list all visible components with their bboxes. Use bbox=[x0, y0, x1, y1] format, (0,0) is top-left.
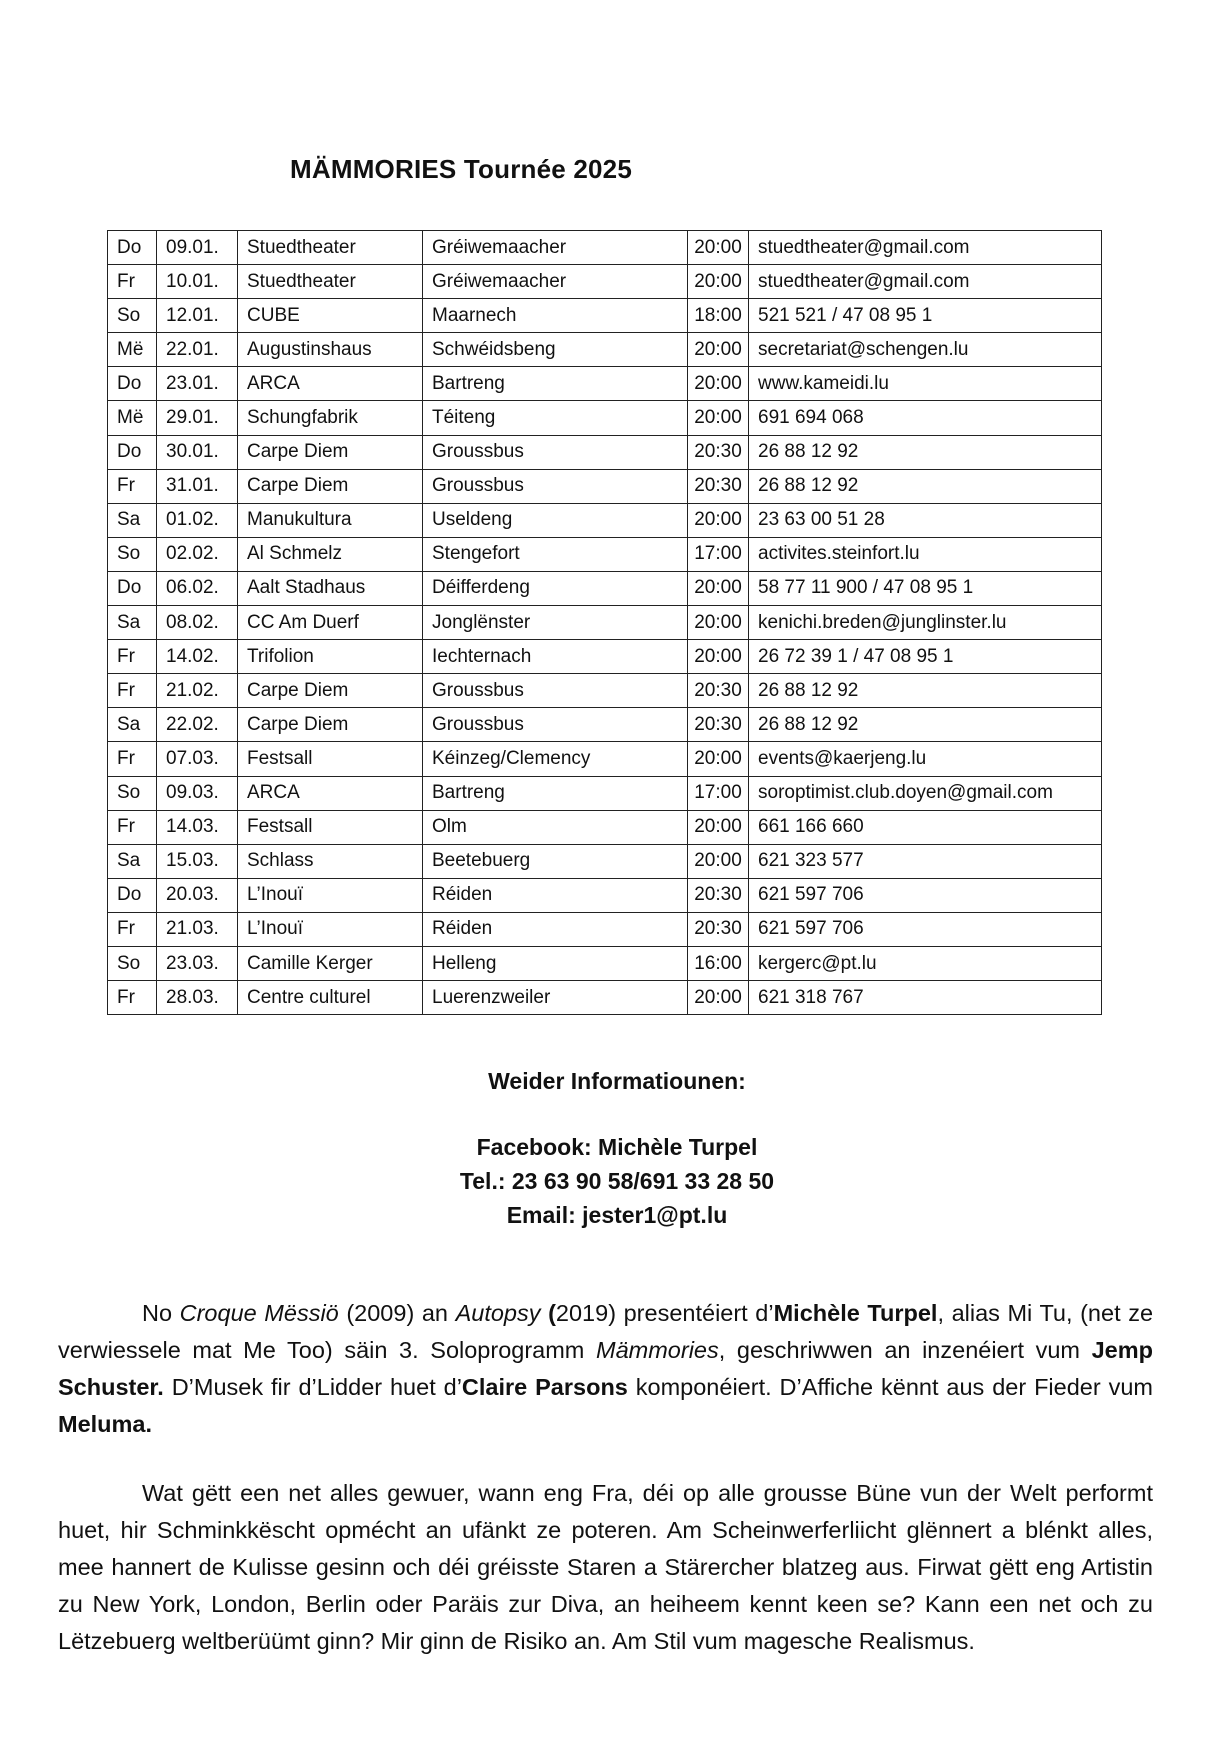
show-venue: ARCA bbox=[238, 367, 423, 401]
show-time: 20:30 bbox=[688, 674, 749, 708]
show-time: 20:00 bbox=[688, 844, 749, 878]
show-contact: 621 318 767 bbox=[749, 981, 1102, 1015]
show-date: 06.02. bbox=[157, 571, 238, 605]
show-time: 20:30 bbox=[688, 878, 749, 912]
table-row bbox=[108, 810, 1102, 844]
show-contact: 26 88 12 92 bbox=[749, 469, 1102, 503]
show-day: Do bbox=[108, 231, 157, 265]
show-day: So bbox=[108, 946, 157, 980]
show-town: Beetebuerg bbox=[423, 844, 688, 878]
show-date: 22.01. bbox=[157, 333, 238, 367]
show-time: 20:00 bbox=[688, 333, 749, 367]
show-day: Sa bbox=[108, 606, 157, 640]
show-contact: activites.steinfort.lu bbox=[749, 537, 1102, 571]
title-mammories: Mämmories bbox=[596, 1337, 719, 1363]
table-row bbox=[108, 708, 1102, 742]
show-day: Më bbox=[108, 333, 157, 367]
table-row bbox=[108, 878, 1102, 912]
show-venue: ARCA bbox=[238, 776, 423, 810]
show-time: 20:00 bbox=[688, 571, 749, 605]
show-date: 08.02. bbox=[157, 606, 238, 640]
show-date: 15.03. bbox=[157, 844, 238, 878]
show-contact: 58 77 11 900 / 47 08 95 1 bbox=[749, 571, 1102, 605]
show-town: Groussbus bbox=[423, 708, 688, 742]
show-venue: Festsall bbox=[238, 742, 423, 776]
name-michele-turpel: Michèle Turpel bbox=[773, 1300, 938, 1326]
show-date: 10.01. bbox=[157, 265, 238, 299]
tour-dates-table bbox=[107, 230, 1102, 1015]
show-time: 17:00 bbox=[688, 537, 749, 571]
table-row bbox=[108, 231, 1102, 265]
show-day: Sa bbox=[108, 844, 157, 878]
show-time: 20:00 bbox=[688, 981, 749, 1015]
show-venue: Trifolion bbox=[238, 640, 423, 674]
info-phone: Tel.: 23 63 90 58/691 33 28 50 bbox=[459, 1168, 775, 1194]
show-day: Sa bbox=[108, 708, 157, 742]
show-town: Groussbus bbox=[423, 674, 688, 708]
table-row bbox=[108, 367, 1102, 401]
show-town: Déifferdeng bbox=[423, 571, 688, 605]
table-row bbox=[108, 742, 1102, 776]
info-heading: Weider Informatiounen: bbox=[488, 1068, 746, 1094]
show-venue: Carpe Diem bbox=[238, 469, 423, 503]
show-date: 12.01. bbox=[157, 299, 238, 333]
show-date: 14.03. bbox=[157, 810, 238, 844]
show-day: So bbox=[108, 537, 157, 571]
table-row bbox=[108, 537, 1102, 571]
table-row bbox=[108, 571, 1102, 605]
table-row bbox=[108, 946, 1102, 980]
show-venue: L’Inouï bbox=[238, 878, 423, 912]
show-time: 20:30 bbox=[688, 912, 749, 946]
show-contact: kergerc@pt.lu bbox=[749, 946, 1102, 980]
show-date: 01.02. bbox=[157, 503, 238, 537]
show-day: Do bbox=[108, 571, 157, 605]
table-row bbox=[108, 435, 1102, 469]
show-venue: L’Inouï bbox=[238, 912, 423, 946]
show-contact: kenichi.breden@junglinster.lu bbox=[749, 606, 1102, 640]
show-contact: www.kameidi.lu bbox=[749, 367, 1102, 401]
show-town: Kéinzeg/Clemency bbox=[423, 742, 688, 776]
show-venue: Augustinshaus bbox=[238, 333, 423, 367]
show-town: Maarnech bbox=[423, 299, 688, 333]
show-day: Fr bbox=[108, 265, 157, 299]
show-town: Olm bbox=[423, 810, 688, 844]
show-date: 14.02. bbox=[157, 640, 238, 674]
show-contact: stuedtheater@gmail.com bbox=[749, 265, 1102, 299]
show-date: 28.03. bbox=[157, 981, 238, 1015]
show-time: 20:00 bbox=[688, 503, 749, 537]
show-venue: Carpe Diem bbox=[238, 708, 423, 742]
show-venue: Stuedtheater bbox=[238, 231, 423, 265]
show-contact: 26 88 12 92 bbox=[749, 435, 1102, 469]
story-paragraph: Wat gëtt een net alles gewuer, wann eng Fra, déi op alle grousse Büne vun der Welt performt huet, hir Schminkkëscht opmécht an ufänkt ze poteren. Am Scheinwerferliicht glënnert a blénkt alles, mee hannert de Kulisse gesinn och déi gréisste Staren a Stärercher blatzeg aus. Firwat gëtt eng Artistin zu New York, London, Berlin oder Paräis zur Diva, an heiheem kennt keen se? Kann een net och zu Lëtzebuerg weltberüümt ginn? Mir ginn de Risiko an. Am Stil vum magesche Realismus. bbox=[58, 1480, 1153, 1654]
show-time: 20:00 bbox=[688, 401, 749, 435]
name-claire-parsons: Claire Parsons bbox=[461, 1374, 628, 1400]
show-town: Téiteng bbox=[423, 401, 688, 435]
table-row bbox=[108, 640, 1102, 674]
show-contact: 23 63 00 51 28 bbox=[749, 503, 1102, 537]
show-time: 20:00 bbox=[688, 231, 749, 265]
show-town: Gréiwemaacher bbox=[423, 265, 688, 299]
title-autopsy: Autopsy bbox=[455, 1300, 541, 1326]
show-contact: soroptimist.club.doyen@gmail.com bbox=[749, 776, 1102, 810]
table-row bbox=[108, 401, 1102, 435]
show-contact: 26 72 39 1 / 47 08 95 1 bbox=[749, 640, 1102, 674]
name-meluma: Meluma. bbox=[58, 1411, 153, 1437]
show-town: Groussbus bbox=[423, 469, 688, 503]
show-town: Useldeng bbox=[423, 503, 688, 537]
show-date: 21.02. bbox=[157, 674, 238, 708]
show-day: Fr bbox=[108, 912, 157, 946]
show-town: Helleng bbox=[423, 946, 688, 980]
table-row bbox=[108, 503, 1102, 537]
show-venue: Manukultura bbox=[238, 503, 423, 537]
show-venue: Aalt Stadhaus bbox=[238, 571, 423, 605]
show-venue: Schungfabrik bbox=[238, 401, 423, 435]
show-date: 09.01. bbox=[157, 231, 238, 265]
show-contact: 26 88 12 92 bbox=[749, 674, 1102, 708]
show-contact: 661 166 660 bbox=[749, 810, 1102, 844]
show-date: 07.03. bbox=[157, 742, 238, 776]
show-contact: 621 597 706 bbox=[749, 878, 1102, 912]
title-croque-messio: Croque Mëssiö bbox=[179, 1300, 339, 1326]
show-time: 17:00 bbox=[688, 776, 749, 810]
show-contact: 621 597 706 bbox=[749, 912, 1102, 946]
show-time: 20:30 bbox=[688, 435, 749, 469]
table-row bbox=[108, 265, 1102, 299]
show-time: 18:00 bbox=[688, 299, 749, 333]
show-time: 20:30 bbox=[688, 708, 749, 742]
show-day: Fr bbox=[108, 742, 157, 776]
show-town: Bartreng bbox=[423, 367, 688, 401]
show-date: 21.03. bbox=[157, 912, 238, 946]
show-day: So bbox=[108, 299, 157, 333]
intro-paragraph: No Croque Mëssiö (2009) an Autopsy (2019) presentéiert d’Michèle Turpel, alias Mi Tu, (net ze verwiessele mat Me Too) säin 3. Soloprogramm Mämmories, geschriwwen an inzenéiert vum Jemp Schuster. D’Musek fir d’Lidder huet d’Claire Parsons komponéiert. D’Affiche kënnt aus der Fieder vum Meluma. bbox=[58, 1300, 1154, 1437]
show-venue: Carpe Diem bbox=[238, 435, 423, 469]
show-date: 23.01. bbox=[157, 367, 238, 401]
show-venue: Festsall bbox=[238, 810, 423, 844]
show-time: 20:00 bbox=[688, 367, 749, 401]
show-venue: Camille Kerger bbox=[238, 946, 423, 980]
show-time: 20:00 bbox=[688, 742, 749, 776]
show-time: 16:00 bbox=[688, 946, 749, 980]
show-day: Më bbox=[108, 401, 157, 435]
show-town: Bartreng bbox=[423, 776, 688, 810]
table-row bbox=[108, 333, 1102, 367]
show-contact: 521 521 / 47 08 95 1 bbox=[749, 299, 1102, 333]
show-date: 23.03. bbox=[157, 946, 238, 980]
show-town: Schwéidsbeng bbox=[423, 333, 688, 367]
show-day: Do bbox=[108, 367, 157, 401]
table-row bbox=[108, 674, 1102, 708]
show-date: 29.01. bbox=[157, 401, 238, 435]
show-venue: CC Am Duerf bbox=[238, 606, 423, 640]
show-town: Gréiwemaacher bbox=[423, 231, 688, 265]
show-contact: stuedtheater@gmail.com bbox=[749, 231, 1102, 265]
show-day: Do bbox=[108, 878, 157, 912]
show-date: 20.03. bbox=[157, 878, 238, 912]
table-row bbox=[108, 776, 1102, 810]
show-date: 30.01. bbox=[157, 435, 238, 469]
show-contact: events@kaerjeng.lu bbox=[749, 742, 1102, 776]
show-town: Réiden bbox=[423, 912, 688, 946]
show-contact: 621 323 577 bbox=[749, 844, 1102, 878]
show-town: Luerenzweiler bbox=[423, 981, 688, 1015]
show-date: 31.01. bbox=[157, 469, 238, 503]
show-venue: Stuedtheater bbox=[238, 265, 423, 299]
show-contact: 26 88 12 92 bbox=[749, 708, 1102, 742]
show-venue: Carpe Diem bbox=[238, 674, 423, 708]
table-row bbox=[108, 844, 1102, 878]
show-day: Fr bbox=[108, 674, 157, 708]
show-day: Fr bbox=[108, 640, 157, 674]
show-day: Fr bbox=[108, 810, 157, 844]
show-day: Do bbox=[108, 435, 157, 469]
show-day: Fr bbox=[108, 981, 157, 1015]
table-row bbox=[108, 299, 1102, 333]
show-date: 09.03. bbox=[157, 776, 238, 810]
show-day: So bbox=[108, 776, 157, 810]
table-row bbox=[108, 469, 1102, 503]
show-time: 20:00 bbox=[688, 640, 749, 674]
info-email: Email: jester1@pt.lu bbox=[506, 1202, 728, 1228]
show-day: Fr bbox=[108, 469, 157, 503]
show-town: Iechternach bbox=[423, 640, 688, 674]
show-town: Groussbus bbox=[423, 435, 688, 469]
name-jemp-schuster: Jemp Schuster. bbox=[58, 1337, 1153, 1400]
table-row bbox=[108, 606, 1102, 640]
page-title: MÄMMORIES Tournée 2025 bbox=[290, 154, 632, 184]
table-row bbox=[108, 912, 1102, 946]
table-row bbox=[108, 981, 1102, 1015]
show-town: Réiden bbox=[423, 878, 688, 912]
show-date: 02.02. bbox=[157, 537, 238, 571]
show-venue: Schlass bbox=[238, 844, 423, 878]
show-town: Jonglënster bbox=[423, 606, 688, 640]
show-time: 20:00 bbox=[688, 265, 749, 299]
show-day: Sa bbox=[108, 503, 157, 537]
show-time: 20:30 bbox=[688, 469, 749, 503]
info-facebook: Facebook: Michèle Turpel bbox=[476, 1134, 758, 1160]
show-venue: Centre culturel bbox=[238, 981, 423, 1015]
show-venue: Al Schmelz bbox=[238, 537, 423, 571]
show-town: Stengefort bbox=[423, 537, 688, 571]
show-date: 22.02. bbox=[157, 708, 238, 742]
show-contact: 691 694 068 bbox=[749, 401, 1102, 435]
show-time: 20:00 bbox=[688, 810, 749, 844]
show-time: 20:00 bbox=[688, 606, 749, 640]
show-venue: CUBE bbox=[238, 299, 423, 333]
show-contact: secretariat@schengen.lu bbox=[749, 333, 1102, 367]
